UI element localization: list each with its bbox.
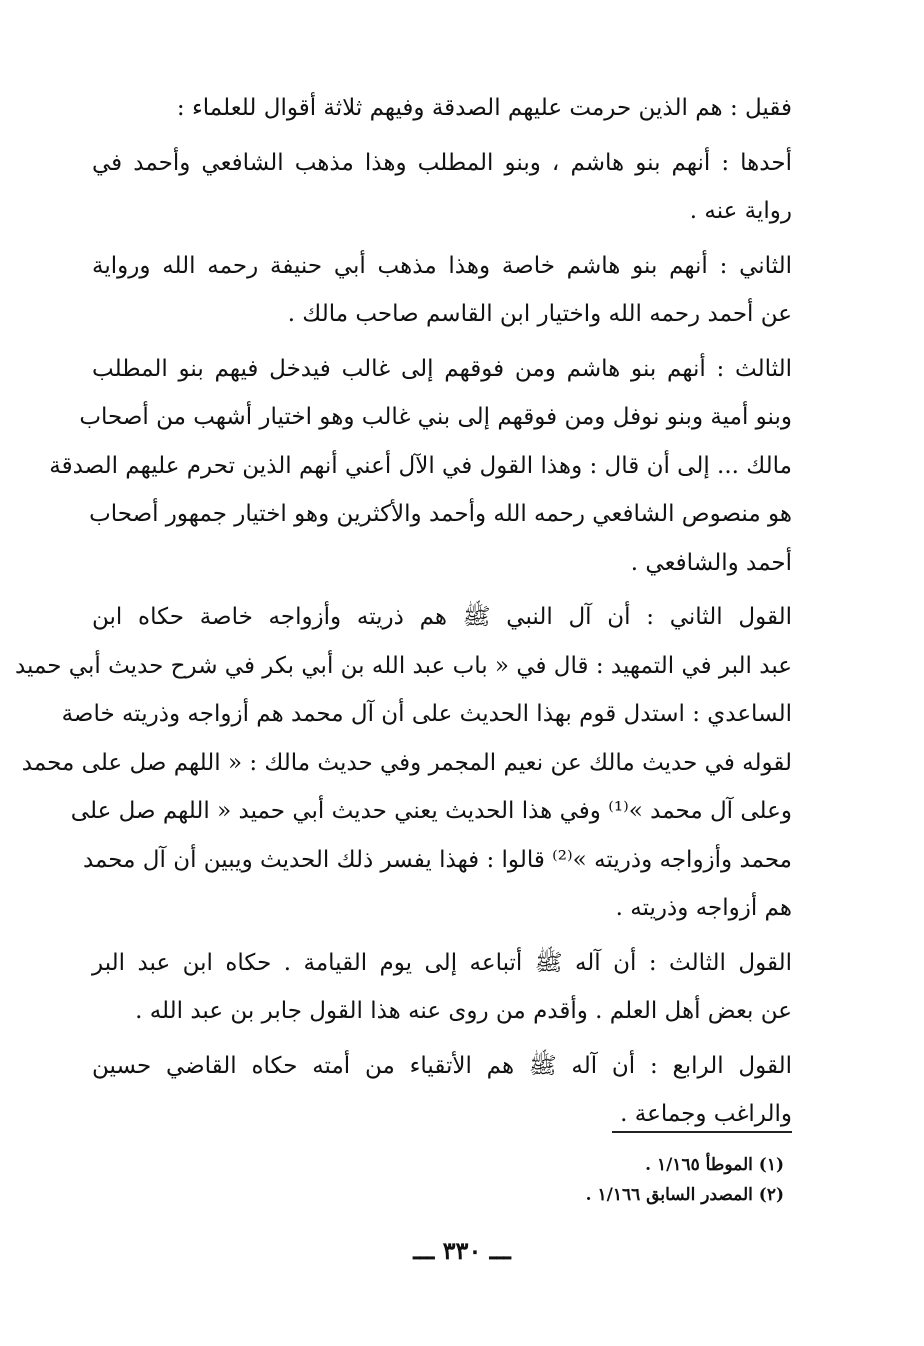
footnote-2: (٢) المصدر السابق ١/١٦٦ . — [585, 1185, 784, 1205]
footnote-divider — [612, 1131, 792, 1133]
text-line: الثالث : أنهم بنو هاشم ومن فوقهم إلى غالب فيدخل فيهم بنو المطلب — [92, 355, 792, 382]
text-line: القول الثالث : أن آله ﷺ أتباعه إلى يوم القيامة . حكاه ابن عبد البر — [92, 949, 792, 976]
text-line: أحدها : أنهم بنو هاشم ، وبنو المطلب وهذا مذهب الشافعي وأحمد في — [92, 149, 792, 176]
text-line: وبنو أمية وبنو نوفل ومن فوقهم إلى بني غالب وهو اختيار أشهب من أصحاب — [79, 404, 792, 430]
paragraph-opinion-1 — [92, 139, 792, 236]
paragraph-second-saying — [14, 593, 792, 933]
text-line: لقوله في حديث مالك عن نعيم المجمر وفي حديث مالك : « اللهم صل على محمد — [21, 749, 792, 776]
text-line: وعلى آل محمد »⁽¹⁾ وفي هذا الحديث يعني حديث أبي حميد « اللهم صل على — [70, 798, 792, 824]
text-line: عبد البر في التمهيد : قال في « باب عبد الله بن أبي بكر في شرح حديث أبي حميد — [14, 652, 792, 679]
text-line: الثاني : أنهم بنو هاشم خاصة وهذا مذهب أبي حنيفة رحمه الله ورواية — [92, 252, 792, 279]
text-line: القول الثاني : أن آل النبي ﷺ هم ذريته وأزواجه خاصة حكاه ابن — [92, 604, 792, 630]
page-body — [14, 84, 792, 1145]
paragraph-opinion-3 — [49, 345, 792, 588]
text-line: الساعدي : استدل قوم بهذا الحديث على أن آل محمد هم أزواجه وذريته خاصة — [61, 701, 792, 727]
footnote-1: (١) الموطأ ١/١٦٥ . — [645, 1155, 784, 1175]
page-number: ـــ ٣٣٠ ـــ — [413, 1236, 511, 1265]
text-line: رواية عنه . — [689, 198, 792, 224]
text-line: هو منصوص الشافعي رحمه الله وأحمد والأكثرين وهو اختيار جمهور أصحاب — [89, 501, 792, 527]
paragraph-fourth-saying — [92, 1042, 792, 1139]
footnotes — [586, 1150, 784, 1210]
text-line: عن أحمد رحمه الله واختيار ابن القاسم صاحب مالك . — [287, 301, 792, 327]
text-line: أحمد والشافعي . — [630, 549, 792, 576]
paragraph-third-saying — [92, 939, 792, 1036]
text-line: القول الرابع : أن آله ﷺ هم الأتقياء من أمته حكاه القاضي حسين — [92, 1052, 792, 1079]
text-line: هم أزواجه وذريته . — [615, 895, 792, 921]
text-line: مالك ... إلى أن قال : وهذا القول في الآل أعني أنهم الذين تحرم عليهم الصدقة — [49, 452, 792, 479]
text-line: عن بعض أهل العلم . وأقدم من روى عنه هذا القول جابر بن عبد الله . — [135, 998, 792, 1024]
paragraph-opinion-2 — [92, 242, 792, 339]
text-line: محمد وأزواجه وذريته »⁽²⁾ قالوا : فهذا يفسر ذلك الحديث ويبين أن آل محمد — [82, 846, 792, 873]
text-line: والراغب وجماعة . — [620, 1101, 792, 1127]
text-line: فقيل : هم الذين حرمت عليهم الصدقة وفيهم ثلاثة أقوال للعلماء : — [176, 95, 792, 121]
paragraph-intro — [92, 84, 792, 133]
